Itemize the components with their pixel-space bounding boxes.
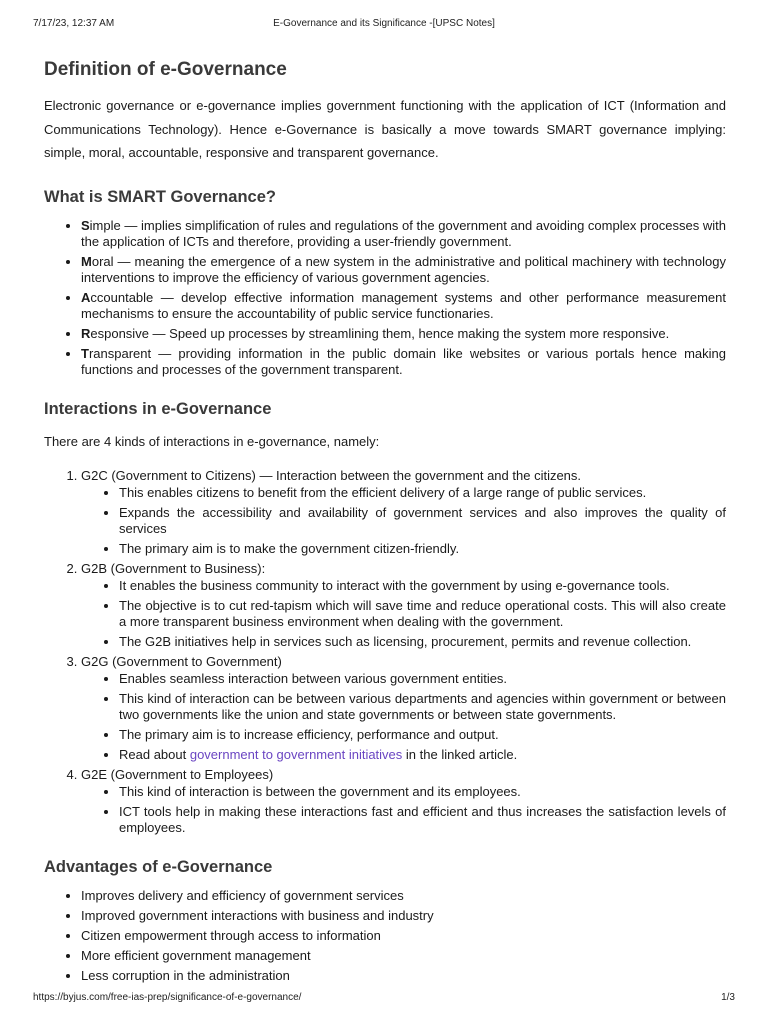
g2e-points [81,784,726,836]
list-item: • Improved government interactions with business and industry [81,908,726,924]
smart-text: oral — meaning the emergence of a new system in the administrative and political machinery with technology interventions to improve the efficiency of various government agencies. [81,253,726,285]
g2b-title: G2B (Government to Business): [81,560,266,576]
list-item [81,254,726,286]
list-item [81,561,726,650]
g2c-points [81,485,726,557]
g2c-title: G2C (Government to Citizens) — Interaction between the government and the citizens. [81,467,582,483]
g2b-points [81,578,726,650]
list-item: • Expands the accessibility and availability of government services and also improves the quality of services [119,505,726,537]
advantages-list [44,888,726,984]
g2e-title: G2E (Government to Employees) [81,766,274,782]
smart-letter: M [81,253,92,269]
list-item: • ICT tools help in making these interactions fast and efficient and thus increases the satisfaction levels of employees. [119,804,726,836]
list-item [81,326,726,342]
g2g-points [81,671,726,763]
list-item: • It enables the business community to interact with the government by using e-governance tools. [119,578,726,594]
list-item: • This kind of interaction can be between various departments and agencies within government or between two governments like the union and state governments or between state governments. [119,691,726,723]
list-item: • The objective is to cut red-tapism which will save time and reduce operational costs. This will also create a more transparent business environment when dealing with the government. [119,598,726,630]
list-item [81,218,726,250]
smart-heading: What is SMART Governance? [44,187,276,206]
interactions-heading: Interactions in e-Governance [44,399,272,418]
definition-heading: Definition of e-Governance [44,59,287,80]
list-item: • Citizen empowerment through access to information [81,928,726,944]
smart-letter: R [81,325,91,341]
smart-letter: S [81,217,90,233]
list-item: • This kind of interaction is between the government and its employees. [119,784,726,800]
print-date: 7/17/23, 12:37 AM [33,18,115,29]
page-url: https://byjus.com/free-ias-prep/significance-of-e-governance/ [33,992,302,1003]
page-number: 1/3 [721,992,735,1003]
advantages-heading: Advantages of e-Governance [44,857,273,876]
list-item: • This enables citizens to benefit from the efficient delivery of a large range of public services. [119,485,726,501]
list-item: • The G2B initiatives help in services such as licensing, procurement, permits and revenue collection. [119,634,726,650]
smart-text: esponsive — Speed up processes by streamlining them, hence making the system more responsive. [90,325,670,341]
list-item [119,747,726,763]
smart-list [44,218,726,378]
list-item [81,468,726,557]
interactions-list [44,468,726,836]
interactions-intro: There are 4 kinds of interactions in e-governance, namely: [44,433,380,449]
list-item: • More efficient government management [81,948,726,964]
list-item: • Less corruption in the administration [81,968,726,984]
g2g-initiatives-link[interactable]: government to government initiatives [189,746,403,762]
smart-letter: T [81,345,89,361]
list-item: • The primary aim is to make the government citizen-friendly. [119,541,726,557]
document-title: E-Governance and its Significance -[UPSC Notes] [273,18,495,29]
definition-paragraph: Electronic governance or e-governance implies government functioning with the application of ICT (Information and Communications Technology). Hence e-Governance is basically a move towards SMART governance implying: simple, moral, accountable, responsive and transparent governance. [44,98,726,160]
list-item: • The primary aim is to increase efficiency, performance and output. [119,727,726,743]
smart-text: imple — implies simplification of rules and regulations of the government and avoiding complex processes with the application of ICTs and therefore, providing a user-friendly government. [81,217,726,249]
list-item [81,654,726,763]
smart-text: ccountable — develop effective information management systems and other performance measurement mechanisms to ensure the accountability of public service functionaries. [81,289,726,321]
read-about-prefix: Read about [119,746,190,762]
list-item [81,767,726,836]
list-item [81,290,726,322]
smart-text: ransparent — providing information in the public domain like websites or various portals hence making functions and processes of the government transparent. [81,345,726,377]
read-about-suffix: in the linked article. [402,746,518,762]
article-content [44,58,726,988]
list-item: • Enables seamless interaction between various government entities. [119,671,726,687]
g2g-title: G2G (Government to Government) [81,653,282,669]
list-item: • Improves delivery and efficiency of government services [81,888,726,904]
list-item [81,346,726,378]
smart-letter: A [81,289,91,305]
